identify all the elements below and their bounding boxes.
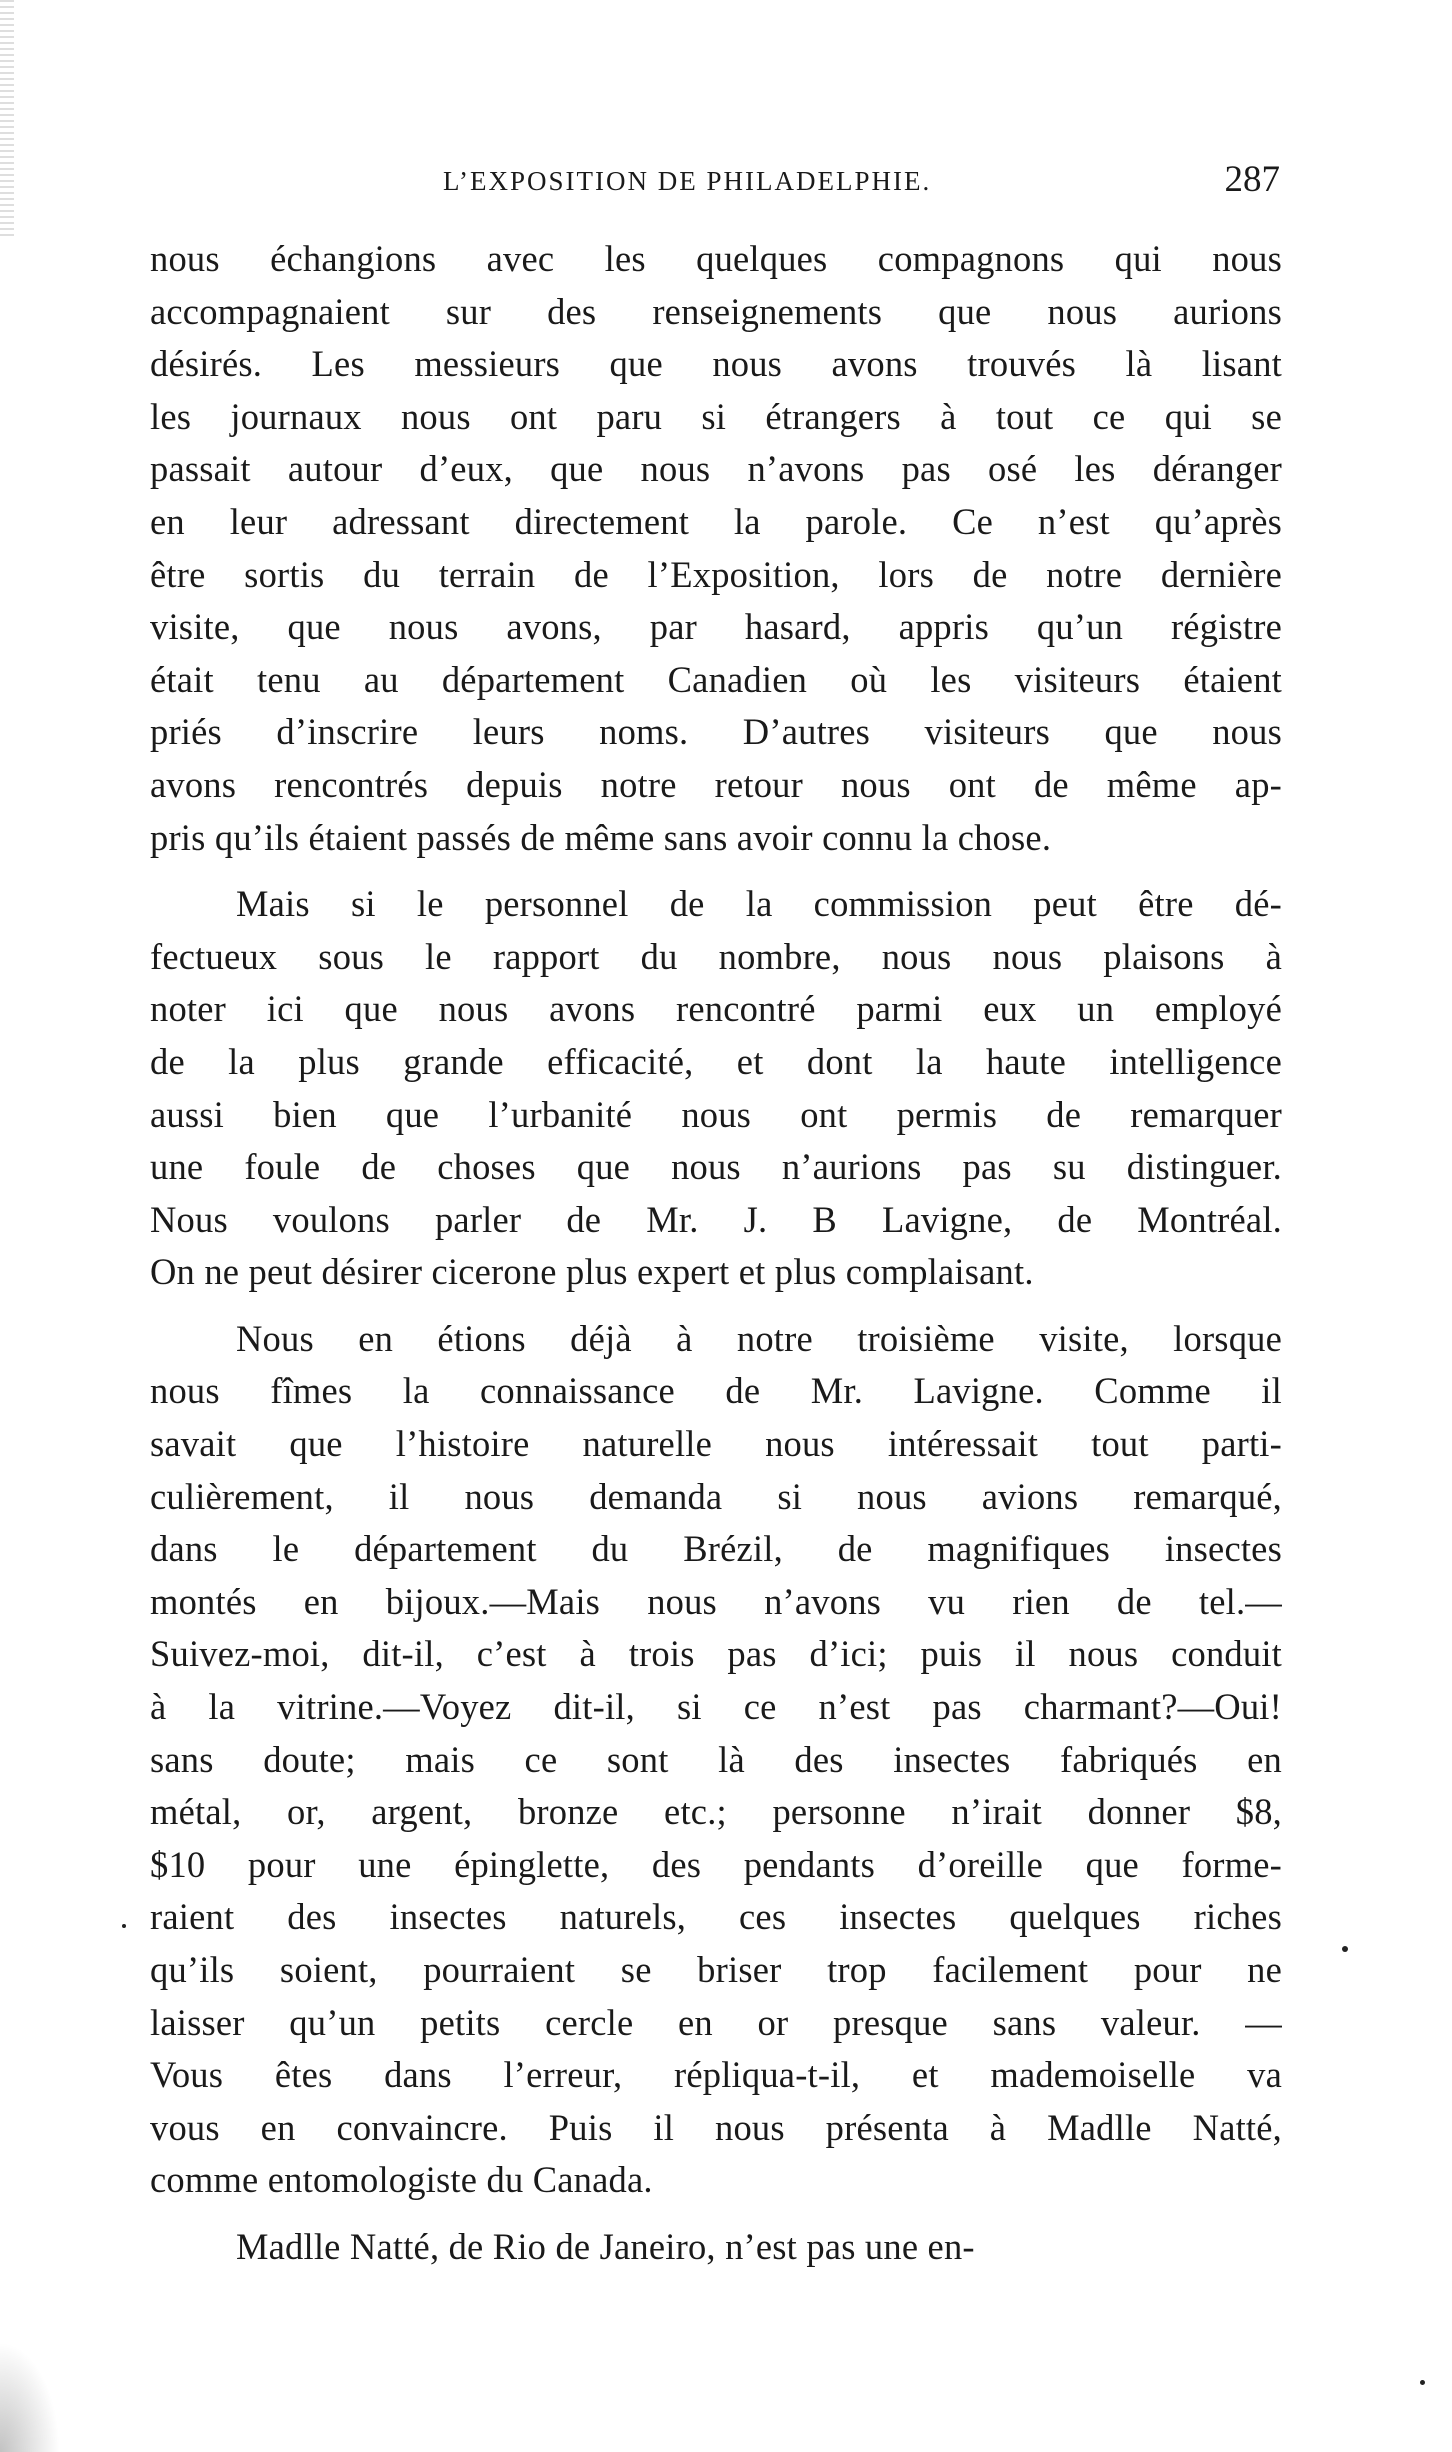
text-line: vous en convaincre. Puis il nous présenta à Madlle Natté, xyxy=(150,2106,1282,2148)
text-line: métal, or, argent, bronze etc.; personne n’irait donner $8, xyxy=(150,1791,1282,1833)
text-line: les journaux nous ont paru si étrangers à tout ce qui se xyxy=(150,395,1282,437)
ink-speck xyxy=(122,1924,126,1928)
text-line: Suivez-moi, dit-il, c’est à trois pas d’ici; puis il nous conduit xyxy=(150,1633,1282,1675)
text-line: $10 pour une épinglette, des pendants d’oreille que forme- xyxy=(150,1843,1282,1885)
text-line: qu’ils soient, pourraient se briser trop facilement pour ne xyxy=(150,1949,1282,1990)
text-line: Nous voulons parler de Mr. J. B Lavigne, de Montréal. xyxy=(150,1198,1282,1240)
text-line: raient des insectes naturels, ces insectes quelques riches xyxy=(150,1896,1282,1938)
text-line: visite, que nous avons, par hasard, appris qu’un régistre xyxy=(150,606,1282,648)
paragraph xyxy=(150,2221,1282,2274)
text-line: Madlle Natté, de Rio de Janeiro, n’est pas une en- xyxy=(236,2225,975,2267)
text-line: comme entomologiste du Canada. xyxy=(150,2159,653,2201)
text-line: aussi bien que l’urbanité nous ont permis de remarquer xyxy=(150,1093,1282,1135)
paragraph-gap xyxy=(150,864,1282,878)
text-line: dans le département du Brézil, de magnifiques insectes xyxy=(150,1528,1282,1570)
paragraph xyxy=(150,233,1282,864)
text-line: désirés. Les messieurs que nous avons trouvés là lisant xyxy=(150,343,1282,385)
text-line: une foule de choses que nous n’aurions pas su distinguer. xyxy=(150,1146,1282,1188)
text-line: culièrement, il nous demanda si nous avions remarqué, xyxy=(150,1475,1282,1517)
ink-speck xyxy=(1420,2380,1425,2385)
text-line: priés d’inscrire leurs noms. D’autres visiteurs que nous xyxy=(150,711,1282,753)
text-line: Vous êtes dans l’erreur, répliqua-t-il, et mademoiselle va xyxy=(150,2054,1282,2096)
paragraph xyxy=(150,1313,1282,2207)
page-header xyxy=(150,158,1280,208)
text-line: était tenu au département Canadien où les visiteurs étaient xyxy=(150,658,1282,700)
text-line: pris qu’ils étaient passés de même sans avoir connu la chose. xyxy=(150,816,1052,858)
text-line: fectueux sous le rapport du nombre, nous nous plaisons à xyxy=(150,935,1282,977)
text-line: en leur adressant directement la parole. Ce n’est qu’après xyxy=(150,500,1282,542)
text-line: Nous en étions déjà à notre troisième visite, lorsque xyxy=(236,1317,1282,1359)
text-line: nous fîmes la connaissance de Mr. Lavigne. Comme il xyxy=(150,1370,1282,1412)
text-line: montés en bijoux.—Mais nous n’avons vu rien de tel.— xyxy=(150,1580,1282,1622)
text-line: On ne peut désirer cicerone plus expert et plus complaisant. xyxy=(150,1251,1034,1293)
text-line: nous échangions avec les quelques compagnons qui nous xyxy=(150,238,1282,279)
text-line: Mais si le personnel de la commission peut être dé- xyxy=(236,883,1282,925)
page-corner-shadow xyxy=(0,2342,60,2452)
text-line: savait que l’histoire naturelle nous intéressait tout parti- xyxy=(150,1423,1282,1465)
text-line: accompagnaient sur des renseignements que nous aurions xyxy=(150,290,1282,332)
text-line: passait autour d’eux, que nous n’avons pas osé les déranger xyxy=(150,448,1282,490)
ink-speck xyxy=(1342,1946,1348,1952)
page-edge-shadow xyxy=(0,0,14,240)
text-line: sans doute; mais ce sont là des insectes fabriqués en xyxy=(150,1738,1282,1780)
text-line: laisser qu’un petits cercle en or presque sans valeur. — xyxy=(150,2001,1282,2043)
body-text xyxy=(150,233,1282,2274)
text-line: être sortis du terrain de l’Exposition, lors de notre dernière xyxy=(150,553,1282,595)
paragraph-gap xyxy=(150,2207,1282,2221)
text-line: avons rencontrés depuis notre retour nous ont de même ap- xyxy=(150,763,1282,805)
text-line: de la plus grande efficacité, et dont la haute intelligence xyxy=(150,1040,1282,1082)
paragraph xyxy=(150,878,1282,1299)
text-line: à la vitrine.—Voyez dit-il, si ce n’est pas charmant?—Oui! xyxy=(150,1686,1282,1728)
paragraph-gap xyxy=(150,1299,1282,1313)
running-title: L’EXPOSITION DE PHILADELPHIE. xyxy=(443,166,932,196)
text-line: noter ici que nous avons rencontré parmi eux un employé xyxy=(150,988,1282,1030)
page-number: 287 xyxy=(1224,159,1280,200)
